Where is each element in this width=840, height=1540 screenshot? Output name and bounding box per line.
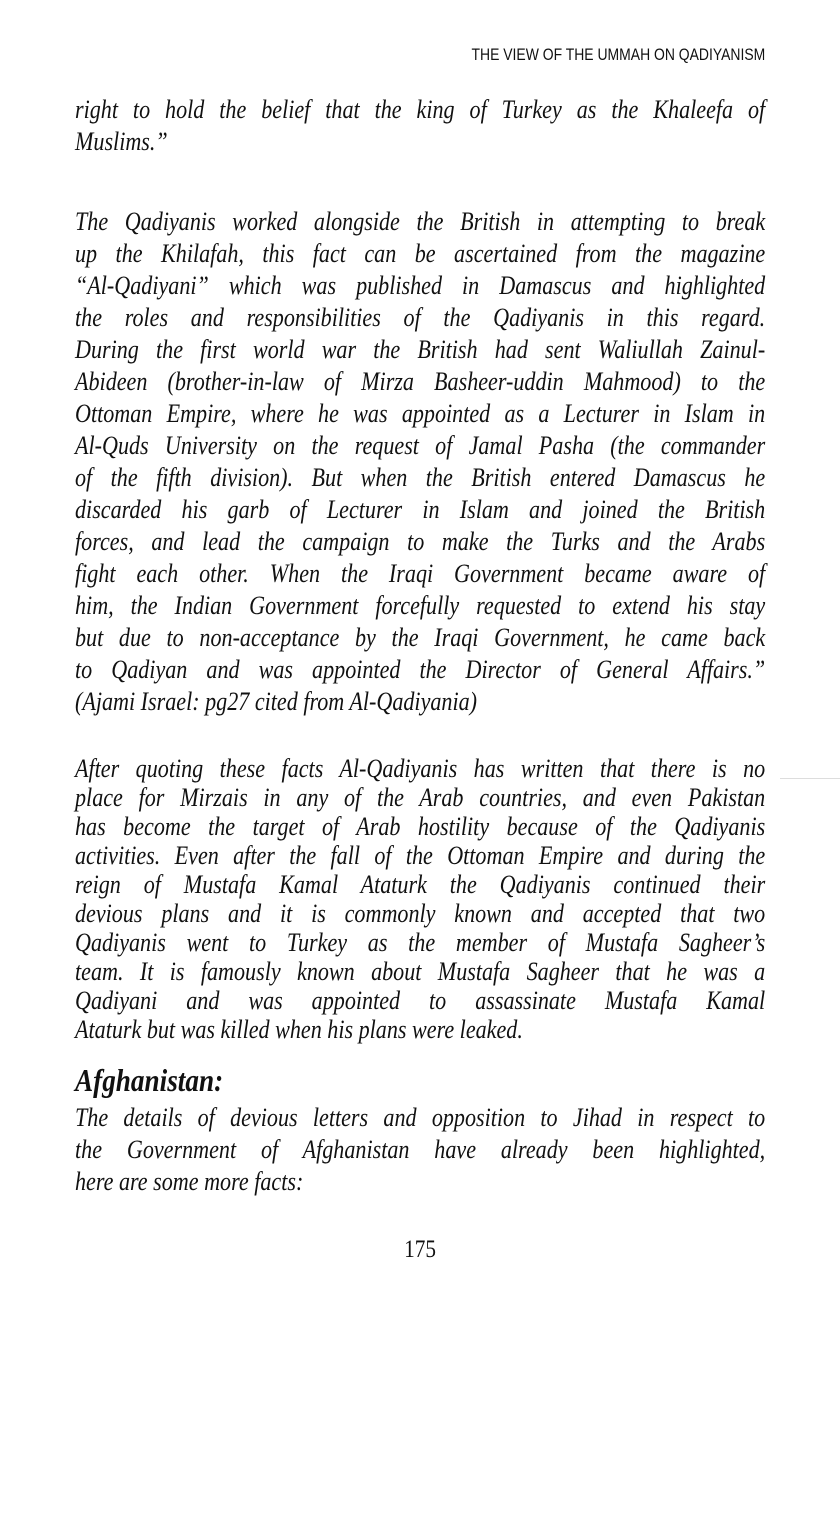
running-head: THE VIEW OF THE UMMAH ON QADIYANISM xyxy=(471,45,765,64)
text-line: Ataturk but was killed when his plans were leaked. xyxy=(75,1015,523,1044)
text-line: reign of Mustafa Kamal Ataturk the Qadiyanis continued their xyxy=(75,870,766,899)
paragraph-1 xyxy=(75,94,765,158)
text-line: Abideen (brother-in-law of Mirza Basheer-uddin Mahmood) to the xyxy=(75,367,766,396)
text-line: the roles and responsibilities of the Qadiyanis in this regard. xyxy=(75,303,766,332)
page-edge-line xyxy=(780,778,840,779)
text-line: place for Mirzais in any of the Arab countries, and even Pakistan xyxy=(75,783,766,812)
text-line: here are some more facts: xyxy=(75,1167,304,1196)
text-line: up the Khilafah, this fact can be ascertained from the magazine xyxy=(75,239,766,268)
text-line: activities. Even after the fall of the Ottoman Empire and during the xyxy=(75,841,766,870)
text-line: “Al-Qadiyani” which was published in Damascus and highlighted xyxy=(75,271,766,300)
text-line: discarded his garb of Lecturer in Islam and joined the British xyxy=(75,495,766,524)
page-number: 175 xyxy=(404,1236,436,1263)
text-line: of the fifth division). But when the British entered Damascus he xyxy=(75,463,766,492)
text-line: forces, and lead the campaign to make the Turks and the Arabs xyxy=(75,527,766,556)
text-line: right to hold the belief that the king of Turkey as the Khaleefa of xyxy=(75,95,766,124)
text-line: Qadiyanis went to Turkey as the member of Mustafa Sagheer’s xyxy=(75,928,766,957)
text-line: team. It is famously known about Mustafa Sagheer that he was a xyxy=(75,957,766,986)
text-line: Qadiyani and was appointed to assassinate Mustafa Kamal xyxy=(75,986,766,1015)
text-line: but due to non-acceptance by the Iraqi Government, he came back xyxy=(75,623,766,652)
section-paragraph xyxy=(75,1102,765,1198)
text-line: Ottoman Empire, where he was appointed as a Lecturer in Islam in xyxy=(75,399,766,428)
paragraph-2 xyxy=(75,206,765,718)
text-line: him, the Indian Government forcefully requested to extend his stay xyxy=(75,591,766,620)
text-line: During the first world war the British had sent Waliullah Zainul- xyxy=(75,335,766,364)
text-line: fight each other. When the Iraqi Government became aware of xyxy=(75,559,766,588)
paragraph-3 xyxy=(75,754,765,1044)
text-line: the Government of Afghanistan have already been highlighted, xyxy=(75,1135,766,1164)
text-line: has become the target of Arab hostility because of the Qadiyanis xyxy=(75,812,766,841)
text-line: devious plans and it is commonly known and accepted that two xyxy=(75,899,766,928)
text-line: to Qadiyan and was appointed the Director of General Affairs.” xyxy=(75,655,766,684)
text-line: After quoting these facts Al-Qadiyanis has written that there is no xyxy=(75,754,766,783)
text-line: The details of devious letters and opposition to Jihad in respect to xyxy=(75,1103,766,1132)
text-line: The Qadiyanis worked alongside the British in attempting to break xyxy=(75,207,766,236)
section-heading: Afghanistan: xyxy=(75,1062,224,1098)
text-line: Al-Quds University on the request of Jamal Pasha (the commander xyxy=(75,431,766,460)
text-line: Muslims.” xyxy=(75,127,168,156)
text-line: (Ajami Israel: pg27 cited from Al-Qadiyania) xyxy=(75,687,478,716)
